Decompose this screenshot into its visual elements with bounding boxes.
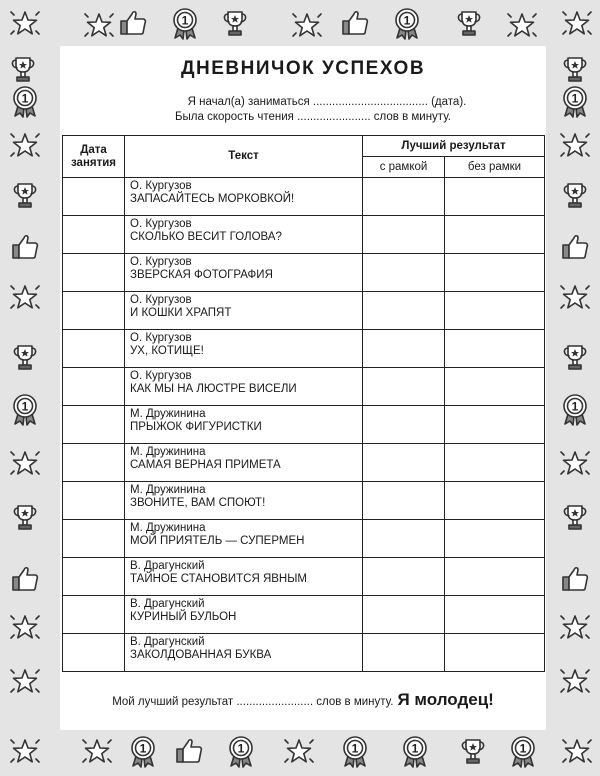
svg-text:1: 1 xyxy=(403,13,411,28)
svg-text:1: 1 xyxy=(571,91,579,106)
text-cell xyxy=(125,178,363,216)
date-cell[interactable] xyxy=(63,482,125,520)
with-frame-cell[interactable] xyxy=(363,406,445,444)
table-row xyxy=(63,444,545,482)
date-cell[interactable] xyxy=(63,368,125,406)
trophy-icon xyxy=(452,6,486,40)
with-frame-cell[interactable] xyxy=(363,368,445,406)
with-frame-cell[interactable] xyxy=(363,558,445,596)
svg-text:1: 1 xyxy=(21,399,29,414)
without-frame-cell[interactable] xyxy=(445,406,545,444)
text-cell xyxy=(125,482,363,520)
trophy-icon xyxy=(558,500,592,534)
date-cell[interactable] xyxy=(63,216,125,254)
praise-text: Я молодец! xyxy=(397,690,494,709)
medal-icon xyxy=(338,734,372,768)
story-title: УХ, КОТИЩЕ! xyxy=(130,345,204,357)
story-title: КАК МЫ НА ЛЮСТРЕ ВИСЕЛИ xyxy=(130,383,297,395)
medal-icon xyxy=(8,84,42,118)
intro-initial-speed: Была скорость чтения ....................... слов в минуту. xyxy=(174,111,452,123)
story-author: О. Кургузов xyxy=(130,332,192,344)
medal-icon xyxy=(126,734,160,768)
star-icon xyxy=(560,734,594,768)
medal-icon xyxy=(390,6,424,40)
table-row xyxy=(63,216,545,254)
svg-text:1: 1 xyxy=(571,399,579,414)
star-icon xyxy=(558,664,592,698)
svg-text:1: 1 xyxy=(351,741,359,756)
date-cell[interactable] xyxy=(63,444,125,482)
trophy-icon xyxy=(218,6,252,40)
trophy-icon xyxy=(8,500,42,534)
without-frame-cell[interactable] xyxy=(445,482,545,520)
table-row xyxy=(63,596,545,634)
star-icon xyxy=(8,664,42,698)
table-row xyxy=(63,254,545,292)
story-author: О. Кургузов xyxy=(130,370,192,382)
story-title: ЗАПАСАЙТЕСЬ МОРКОВКОЙ! xyxy=(130,193,295,205)
story-author: О. Кургузов xyxy=(130,180,192,192)
with-frame-cell[interactable] xyxy=(363,292,445,330)
story-author: О. Кургузов xyxy=(130,256,192,268)
table-row xyxy=(63,406,545,444)
star-icon xyxy=(8,610,42,644)
date-cell[interactable] xyxy=(63,330,125,368)
date-cell[interactable] xyxy=(63,634,125,672)
with-frame-cell[interactable] xyxy=(363,520,445,558)
story-author: В. Драгунский xyxy=(130,560,205,572)
date-cell[interactable] xyxy=(63,254,125,292)
table-row xyxy=(63,178,545,216)
star-icon xyxy=(8,734,42,768)
story-author: М. Дружинина xyxy=(130,484,206,496)
star-icon xyxy=(290,8,324,42)
table-row xyxy=(63,634,545,672)
trophy-icon xyxy=(558,178,592,212)
story-author: О. Кургузов xyxy=(130,218,192,230)
table-row xyxy=(63,520,545,558)
table-row xyxy=(63,482,545,520)
date-cell[interactable] xyxy=(63,406,125,444)
header-best-result: Лучший результат xyxy=(363,136,545,157)
text-cell xyxy=(125,254,363,292)
star-icon xyxy=(80,734,114,768)
date-cell[interactable] xyxy=(63,520,125,558)
story-title: КУРИНЫЙ БУЛЬОН xyxy=(130,611,237,623)
story-author: О. Кургузов xyxy=(130,294,192,306)
without-frame-cell[interactable] xyxy=(445,558,545,596)
story-title: МОЙ ПРИЯТЕЛЬ — СУПЕРМЕН xyxy=(130,535,305,547)
thumbs-up-icon xyxy=(558,230,592,264)
date-cell[interactable] xyxy=(63,178,125,216)
story-author: В. Драгунский xyxy=(130,636,205,648)
with-frame-cell[interactable] xyxy=(363,254,445,292)
thumbs-up-icon xyxy=(338,6,372,40)
table-row xyxy=(63,368,545,406)
date-cell[interactable] xyxy=(63,596,125,634)
star-icon xyxy=(8,280,42,314)
thumbs-up-icon xyxy=(172,734,206,768)
star-icon xyxy=(558,280,592,314)
without-frame-cell[interactable] xyxy=(445,330,545,368)
header-text: Текст xyxy=(125,136,363,178)
page-title: ДНЕВНИЧОК УСПЕХОВ xyxy=(180,58,426,79)
without-frame-cell[interactable] xyxy=(445,254,545,292)
svg-text:1: 1 xyxy=(519,741,527,756)
date-cell[interactable] xyxy=(63,292,125,330)
header-date: Дата занятия xyxy=(63,136,125,178)
with-frame-cell[interactable] xyxy=(363,634,445,672)
star-icon xyxy=(82,8,116,42)
without-frame-cell[interactable] xyxy=(445,634,545,672)
story-author: В. Драгунский xyxy=(130,598,205,610)
table-row xyxy=(63,292,545,330)
text-cell xyxy=(125,292,363,330)
story-title: СКОЛЬКО ВЕСИТ ГОЛОВА? xyxy=(130,231,282,243)
header-with-frame: с рамкой xyxy=(363,157,445,178)
with-frame-cell[interactable] xyxy=(363,178,445,216)
text-cell xyxy=(125,216,363,254)
medal-icon xyxy=(398,734,432,768)
svg-text:1: 1 xyxy=(21,91,29,106)
text-cell xyxy=(125,596,363,634)
with-frame-cell[interactable] xyxy=(363,444,445,482)
star-icon xyxy=(505,8,539,42)
reading-log-table xyxy=(62,135,545,672)
with-frame-cell[interactable] xyxy=(363,596,445,634)
header-without-frame: без рамки xyxy=(445,157,545,178)
medal-icon xyxy=(224,734,258,768)
star-icon xyxy=(558,128,592,162)
star-icon xyxy=(282,734,316,768)
svg-text:1: 1 xyxy=(181,13,189,28)
story-author: М. Дружинина xyxy=(130,446,206,458)
svg-text:1: 1 xyxy=(237,741,245,756)
without-frame-cell[interactable] xyxy=(445,292,545,330)
intro-start-date: Я начал(а) заниматься .................................... (дата). xyxy=(187,96,467,108)
table-row xyxy=(63,330,545,368)
with-frame-cell[interactable] xyxy=(363,482,445,520)
medal-icon xyxy=(506,734,540,768)
medal-icon xyxy=(558,392,592,426)
star-icon xyxy=(558,610,592,644)
medal-icon xyxy=(168,6,202,40)
trophy-icon xyxy=(456,734,490,768)
medal-icon xyxy=(8,392,42,426)
text-cell xyxy=(125,406,363,444)
text-cell xyxy=(125,444,363,482)
star-icon xyxy=(8,128,42,162)
table-row xyxy=(63,558,545,596)
trophy-icon xyxy=(8,178,42,212)
without-frame-cell[interactable] xyxy=(445,216,545,254)
without-frame-cell[interactable] xyxy=(445,368,545,406)
thumbs-up-icon xyxy=(8,230,42,264)
thumbs-up-icon xyxy=(558,562,592,596)
story-title: САМАЯ ВЕРНАЯ ПРИМЕТА xyxy=(130,459,281,471)
without-frame-cell[interactable] xyxy=(445,444,545,482)
star-icon xyxy=(8,446,42,480)
medal-icon xyxy=(558,84,592,118)
thumbs-up-icon xyxy=(116,6,150,40)
text-cell xyxy=(125,634,363,672)
star-icon xyxy=(560,6,594,40)
trophy-icon xyxy=(558,340,592,374)
story-title: ЗАКОЛДОВАННАЯ БУКВА xyxy=(130,649,272,661)
without-frame-cell[interactable] xyxy=(445,596,545,634)
star-icon xyxy=(8,6,42,40)
story-author: М. Дружинина xyxy=(130,408,206,420)
thumbs-up-icon xyxy=(8,562,42,596)
story-title: ЗВОНИТЕ, ВАМ СПОЮТ! xyxy=(130,497,266,509)
with-frame-cell[interactable] xyxy=(363,216,445,254)
svg-text:1: 1 xyxy=(411,741,419,756)
story-title: ПРЫЖОК ФИГУРИСТКИ xyxy=(130,421,262,433)
footer-best-result: Мой лучший результат ........................ слов в минуту. xyxy=(112,696,394,708)
without-frame-cell[interactable] xyxy=(445,178,545,216)
date-cell[interactable] xyxy=(63,558,125,596)
svg-text:1: 1 xyxy=(139,741,147,756)
trophy-icon xyxy=(6,52,40,86)
footer xyxy=(60,690,546,710)
trophy-icon xyxy=(8,340,42,374)
without-frame-cell[interactable] xyxy=(445,520,545,558)
story-author: М. Дружинина xyxy=(130,522,206,534)
story-title: ТАЙНОЕ СТАНОВИТСЯ ЯВНЫМ xyxy=(130,573,307,585)
star-icon xyxy=(558,446,592,480)
text-cell xyxy=(125,330,363,368)
text-cell xyxy=(125,368,363,406)
text-cell xyxy=(125,520,363,558)
story-title: ЗВЕРСКАЯ ФОТОГРАФИЯ xyxy=(130,269,273,281)
trophy-icon xyxy=(558,52,592,86)
story-title: И КОШКИ ХРАПЯТ xyxy=(130,307,232,319)
text-cell xyxy=(125,558,363,596)
with-frame-cell[interactable] xyxy=(363,330,445,368)
